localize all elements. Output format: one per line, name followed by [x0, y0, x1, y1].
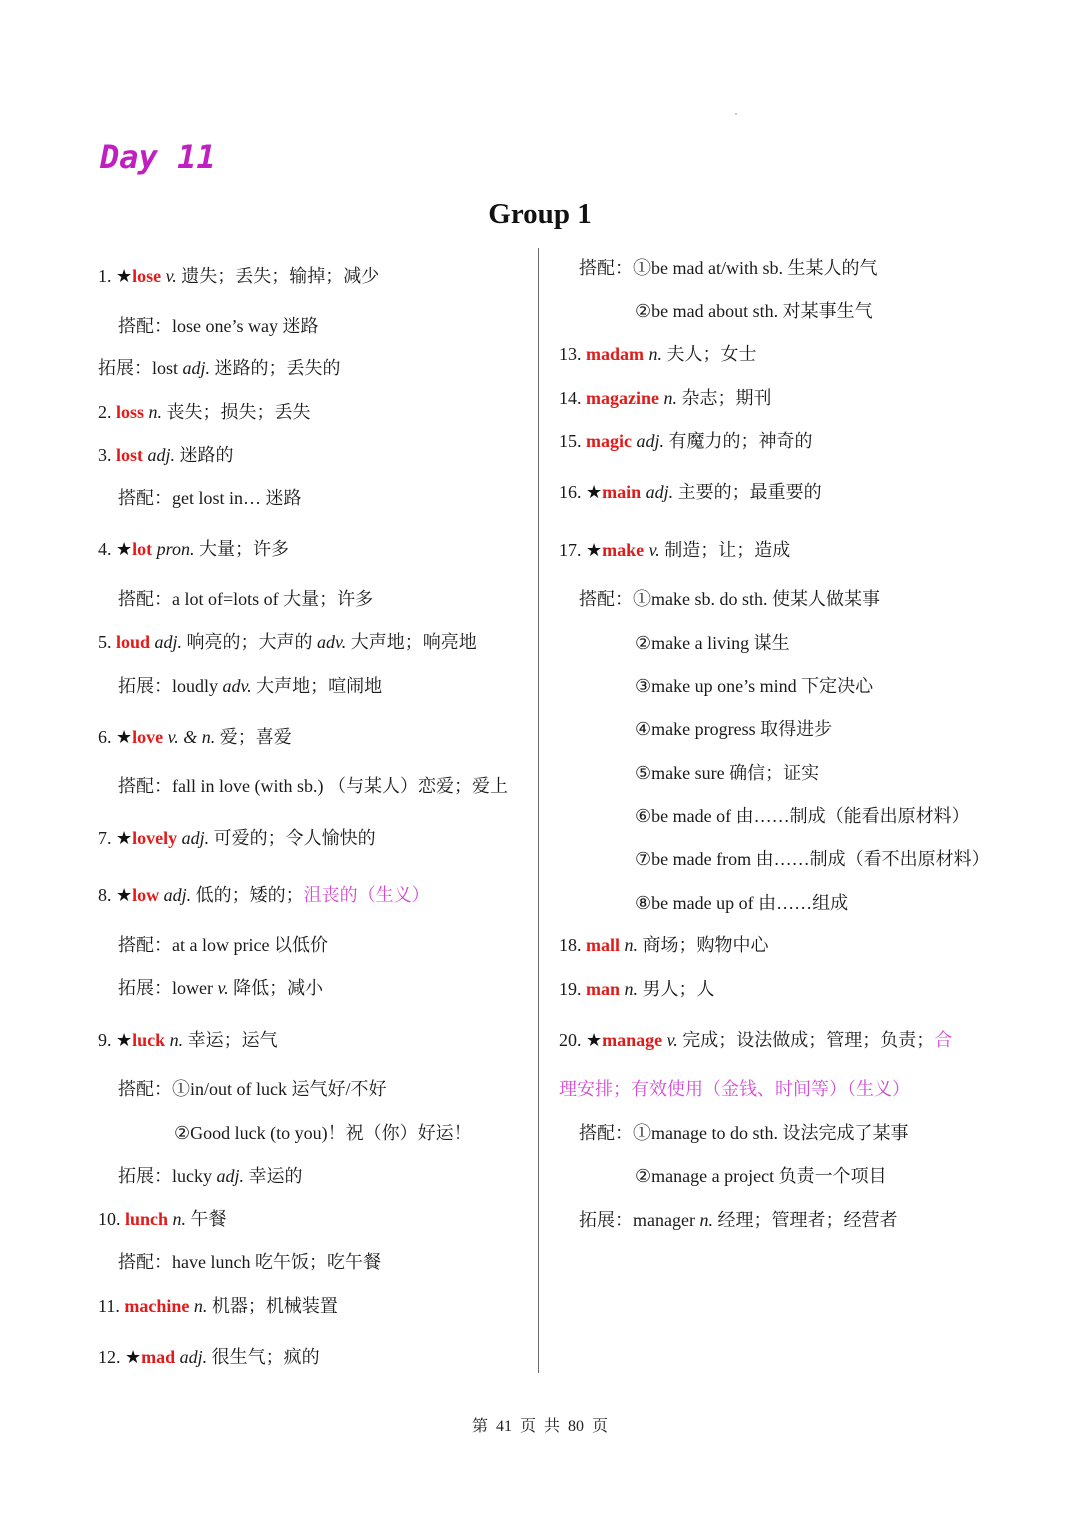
- day-title: Day 11: [100, 138, 216, 176]
- total-pages: 80: [568, 1418, 585, 1435]
- vocab-line: [118, 674, 382, 698]
- entry-text: 19.: [559, 979, 586, 999]
- headword: lunch: [125, 1209, 169, 1229]
- extended-meaning: 理安排；有效使用（金钱、时间等）（生义）: [559, 1079, 910, 1099]
- entry-text: 搭配：lose one’s way 迷路: [118, 316, 319, 336]
- entry-text: 低的；矮的；: [191, 885, 304, 905]
- entry-text: 拓展：lost: [98, 358, 183, 378]
- vocab-line: [559, 538, 790, 562]
- entry-text: 搭配：have lunch 吃午饭；吃午餐: [118, 1252, 381, 1272]
- headword: loud: [116, 632, 151, 652]
- part-of-speech: n.: [620, 935, 638, 955]
- entry-text: 搭配：fall in love (with sb.) （与某人）恋爱；爱上: [118, 776, 508, 796]
- entry-text: 搭配：get lost in… 迷路: [118, 488, 302, 508]
- entry-text: 搭配：at a low price 以低价: [118, 935, 328, 955]
- vocab-line: [635, 299, 873, 323]
- headword: low: [132, 885, 160, 905]
- vocab-line: [559, 1028, 952, 1052]
- entry-text: 大声地；响亮地: [346, 632, 477, 652]
- extended-meaning: 沮丧的（生义）: [303, 885, 430, 905]
- part-of-speech: n.: [144, 402, 163, 422]
- vocab-line: [579, 1121, 908, 1145]
- vocab-line: [98, 1028, 278, 1052]
- page-footer: [0, 1413, 1080, 1436]
- headword: lost: [116, 445, 143, 465]
- entry-text: 大量；许多: [194, 539, 289, 559]
- entry-text: 4.: [98, 539, 116, 559]
- entry-text: 16.: [559, 482, 586, 502]
- headword: lose: [132, 266, 162, 286]
- vocab-line: [118, 774, 508, 798]
- entry-text: 拓展：lucky: [118, 1166, 217, 1186]
- vocab-line: [98, 264, 379, 288]
- entry-text: ⑧be made up of 由……组成: [635, 893, 849, 913]
- part-of-speech: adj.: [216, 1166, 245, 1186]
- star-icon: ★: [116, 1030, 133, 1050]
- part-of-speech: v.: [161, 266, 177, 286]
- star-icon: ★: [116, 266, 133, 286]
- entry-text: 可爱的；令人愉快的: [209, 828, 376, 848]
- entry-text: 大声地；喧闹地: [251, 676, 383, 696]
- vocab-line: [635, 674, 873, 698]
- entry-text: 男人；人: [638, 979, 715, 999]
- entry-text: 2.: [98, 402, 116, 422]
- entry-text: 搭配：①manage to do sth. 设法完成了某事: [579, 1123, 909, 1143]
- entry-text: 响亮的；大声的: [182, 632, 318, 652]
- entry-text: 13.: [559, 344, 586, 364]
- entry-text: 搭配：①make sb. do sth. 使某人做某事: [579, 589, 880, 609]
- extended-meaning: 合: [934, 1030, 953, 1050]
- footer-text: 第: [471, 1418, 488, 1435]
- headword: manage: [602, 1030, 663, 1050]
- vocab-line: [98, 443, 234, 467]
- current-page: 41: [495, 1418, 512, 1435]
- vocab-line: [118, 587, 373, 611]
- entry-text: 搭配：①in/out of luck 运气好/不好: [118, 1079, 387, 1099]
- vocab-line: [174, 1121, 472, 1145]
- headword: main: [602, 482, 642, 502]
- vocab-line: [98, 537, 289, 561]
- vocab-line: [118, 314, 318, 338]
- entry-text: 机器；机械装置: [207, 1296, 338, 1316]
- entry-text: ⑥be made of 由……制成（能看出原材料）: [635, 806, 970, 826]
- part-of-speech: adj.: [150, 632, 183, 652]
- entry-text: 迷路的；丢失的: [210, 358, 341, 378]
- headword: mall: [586, 935, 620, 955]
- speck: [735, 113, 737, 115]
- entry-text: 9.: [98, 1030, 116, 1050]
- star-icon: ★: [586, 1030, 603, 1050]
- headword: make: [602, 540, 645, 560]
- headword: magazine: [586, 388, 659, 408]
- part-of-speech: adj.: [182, 358, 211, 378]
- entry-text: 拓展：loudly: [118, 676, 223, 696]
- part-of-speech: n.: [699, 1210, 713, 1230]
- part-of-speech: n.: [658, 388, 677, 408]
- vocab-line: [118, 1164, 303, 1188]
- entry-text: 杂志；期刊: [676, 388, 772, 408]
- entry-text: 1.: [98, 266, 116, 286]
- headword: mad: [141, 1347, 176, 1367]
- entry-text: 商场；购物中心: [638, 935, 769, 955]
- entry-text: 遗失；丢失；输掉；减少: [176, 266, 380, 286]
- entry-text: ②Good luck (to you)！祝（你）好运！: [174, 1123, 472, 1143]
- part-of-speech: adj.: [159, 885, 192, 905]
- entry-text: 12.: [98, 1347, 125, 1367]
- vocab-line: [579, 587, 880, 611]
- vocab-line: [635, 761, 819, 785]
- vocab-line: [98, 630, 477, 654]
- part-of-speech: n.: [620, 979, 639, 999]
- footer-text: 页: [519, 1418, 536, 1435]
- part-of-speech: n.: [165, 1030, 184, 1050]
- entry-text: 3.: [98, 445, 116, 465]
- star-icon: ★: [125, 1347, 142, 1367]
- headword: love: [132, 727, 164, 747]
- part-of-speech: adj.: [143, 445, 176, 465]
- part-of-speech: v. & n.: [163, 727, 216, 747]
- vocab-line: [579, 256, 877, 280]
- headword: lot: [132, 539, 153, 559]
- star-icon: ★: [116, 727, 133, 747]
- entry-text: 制造；让；造成: [659, 540, 791, 560]
- vocab-line: [118, 486, 302, 510]
- vocab-line: [98, 883, 430, 907]
- vocab-line: [559, 429, 813, 453]
- entry-text: ③make up one’s mind 下定决心: [635, 676, 874, 696]
- entry-text: 降低；减小: [228, 978, 324, 998]
- entry-text: ②make a living 谋生: [635, 633, 790, 653]
- part-of-speech: v.: [644, 540, 660, 560]
- entry-text: 完成；设法做成；管理；负责；: [677, 1030, 935, 1050]
- entry-text: 幸运；运气: [183, 1030, 278, 1050]
- entry-text: 主要的；最重要的: [673, 482, 822, 502]
- star-icon: ★: [586, 540, 603, 560]
- star-icon: ★: [116, 885, 133, 905]
- vocab-line: [118, 1250, 381, 1274]
- part-of-speech: n.: [189, 1296, 208, 1316]
- vocab-line: [635, 1164, 887, 1188]
- vocab-line: [98, 826, 376, 850]
- entry-text: 8.: [98, 885, 116, 905]
- entry-text: 5.: [98, 632, 116, 652]
- vocab-line: [559, 386, 771, 410]
- part-of-speech: adv.: [317, 632, 347, 652]
- entry-text: ⑦be made from 由……制成（看不出原材料）: [635, 849, 990, 869]
- entry-text: 20.: [559, 1030, 586, 1050]
- vocab-line: [118, 976, 323, 1000]
- headword: machine: [124, 1296, 190, 1316]
- star-icon: ★: [586, 482, 603, 502]
- entry-text: ②be mad about sth. 对某事生气: [635, 301, 873, 321]
- entry-text: 7.: [98, 828, 116, 848]
- part-of-speech: adj.: [641, 482, 674, 502]
- group-title: Group 1: [488, 198, 592, 230]
- star-icon: ★: [116, 539, 133, 559]
- headword: luck: [132, 1030, 166, 1050]
- entry-text: 幸运的: [244, 1166, 303, 1186]
- vocab-line: [635, 804, 970, 828]
- entry-text: 经理；管理者；经营者: [712, 1210, 898, 1230]
- entry-text: 午餐: [186, 1209, 227, 1229]
- entry-text: 搭配：a lot of=lots of 大量；许多: [118, 589, 374, 609]
- entry-text: ②manage a project 负责一个项目: [635, 1166, 887, 1186]
- column-divider: [538, 248, 539, 1373]
- part-of-speech: adj.: [175, 1347, 208, 1367]
- footer-text: 共: [544, 1418, 561, 1435]
- entry-text: ④make progress 取得进步: [635, 719, 833, 739]
- vocab-line: [98, 725, 292, 749]
- entry-text: 夫人；女士: [662, 344, 757, 364]
- part-of-speech: adj.: [177, 828, 210, 848]
- entry-text: 迷路的: [175, 445, 234, 465]
- vocab-line: [98, 1345, 320, 1369]
- part-of-speech: adv.: [222, 676, 252, 696]
- vocab-line: [98, 400, 311, 424]
- entry-text: 18.: [559, 935, 586, 955]
- entry-text: 拓展：manager: [579, 1210, 700, 1230]
- vocab-line: [118, 933, 328, 957]
- vocab-line: [559, 1077, 910, 1101]
- footer-text: 页: [592, 1418, 609, 1435]
- vocab-line: [98, 356, 341, 380]
- entry-text: 有魔力的；神奇的: [664, 431, 813, 451]
- entry-text: 14.: [559, 388, 586, 408]
- entry-text: 6.: [98, 727, 116, 747]
- vocab-line: [635, 847, 990, 871]
- entry-text: 爱；喜爱: [215, 727, 292, 747]
- entry-text: 丧失；损失；丢失: [162, 402, 311, 422]
- part-of-speech: n.: [168, 1209, 187, 1229]
- headword: man: [586, 979, 621, 999]
- entry-text: 15.: [559, 431, 586, 451]
- entry-text: 11.: [98, 1296, 125, 1316]
- headword: magic: [586, 431, 632, 451]
- vocab-line: [559, 342, 757, 366]
- vocab-line: [559, 977, 715, 1001]
- part-of-speech: pron.: [152, 539, 195, 559]
- vocab-line: [98, 1294, 338, 1318]
- vocab-line: [635, 891, 848, 915]
- entry-text: 拓展：lower: [118, 978, 218, 998]
- headword: loss: [116, 402, 145, 422]
- part-of-speech: v.: [662, 1030, 678, 1050]
- vocab-line: [635, 631, 790, 655]
- star-icon: ★: [116, 828, 133, 848]
- vocab-line: [579, 1208, 897, 1232]
- vocab-line: [559, 480, 822, 504]
- vocab-line: [98, 1207, 227, 1231]
- part-of-speech: v.: [217, 978, 229, 998]
- part-of-speech: n.: [644, 344, 662, 364]
- entry-text: 10.: [98, 1209, 125, 1229]
- entry-text: ⑤make sure 确信；证实: [635, 763, 820, 783]
- entry-text: 搭配：①be mad at/with sb. 生某人的气: [579, 258, 878, 278]
- headword: lovely: [132, 828, 178, 848]
- entry-text: 17.: [559, 540, 586, 560]
- vocab-line: [559, 933, 769, 957]
- vocab-line: [118, 1077, 387, 1101]
- vocab-line: [635, 717, 832, 741]
- entry-text: 很生气；疯的: [207, 1347, 320, 1367]
- part-of-speech: adj.: [631, 431, 664, 451]
- headword: madam: [586, 344, 644, 364]
